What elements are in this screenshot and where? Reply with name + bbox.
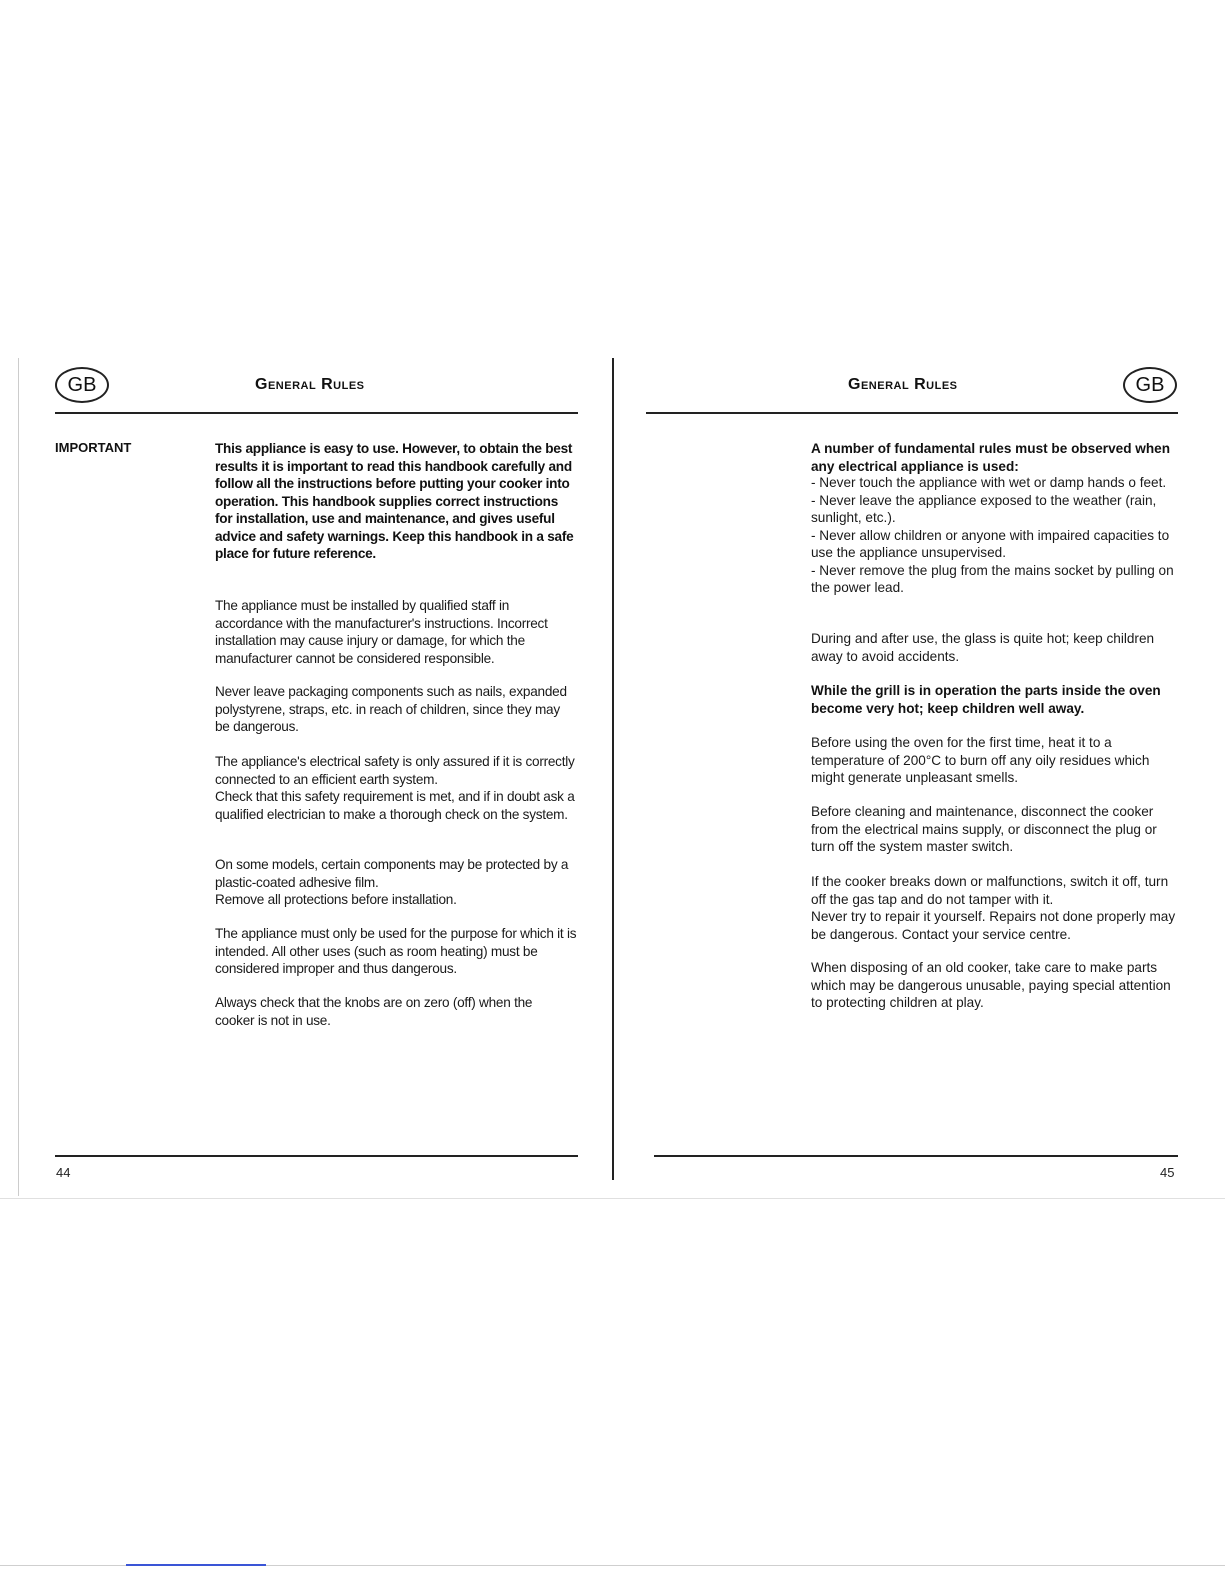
paragraph-protective-film: [215, 856, 577, 909]
paragraph-installation: The appliance must be installed by qualified staff in accordance with the manufacturer's instructions. Incorrect installation may cause injury or damage, for which the manufacturer cannot be considered responsible.: [215, 598, 548, 666]
page-number: 44: [56, 1165, 71, 1180]
paragraph-knobs: Always check that the knobs are on zero (off) when the cooker is not in use.: [215, 995, 533, 1028]
page-title: General Rules: [848, 376, 958, 393]
paragraph-packaging: Never leave packaging components such as nails, expanded polystyrene, straps, etc. in reach of children, since they may be dangerous.: [215, 684, 567, 734]
paragraph-electrical-line1: The appliance's electrical safety is only assured if it is correctly connected to an efficient earth system.: [215, 754, 575, 787]
list-item: - Never leave the appliance exposed to the weather (rain, sunlight, etc.).: [811, 492, 1157, 525]
paragraph-malfunction-line1: If the cooker breaks down or malfunctions, switch it off, turn off the gas tap and do not tamper with it.: [811, 874, 1169, 907]
intro-paragraph: This appliance is easy to use. However, to obtain the best results it is important to read this handbook carefully and follow all the instructions before putting your cooker into operation. This handbook supplies correct instructions for installation, use and maintenance, and gives useful advice and safety warnings. Keep this handbook in a safe place for future reference.: [215, 441, 574, 561]
page-number: 45: [1160, 1165, 1175, 1180]
list-item: - Never remove the plug from the mains socket by pulling on the power lead.: [811, 562, 1174, 595]
paragraph-film-line2: Remove all protections before installation.: [215, 892, 457, 907]
paragraph-electrical-line2: Check that this safety requirement is met, and if in doubt ask a qualified electrician to make a thorough check on the system.: [215, 789, 575, 822]
paragraph-intended-use: The appliance must only be used for the purpose for which it is intended. All other uses (such as room heating) must be considered improper and thus dangerous.: [215, 926, 577, 976]
paragraph-grill-warning: While the grill is in operation the parts inside the oven become very hot; keep children well away.: [811, 683, 1161, 716]
footer-rule: [55, 1155, 578, 1157]
country-badge-icon: GB: [55, 367, 109, 403]
left-page: [0, 0, 612, 1585]
rules-list: [811, 474, 1181, 597]
paragraph-disposal: When disposing of an old cooker, take care to make parts which may be dangerous unusable, paying special attention to protecting children at play.: [811, 960, 1171, 1010]
paragraph-first-use: Before using the oven for the first time, heat it to a temperature of 200°C to burn off any oily residues which might generate unpleasant smells.: [811, 735, 1150, 785]
header-rule: [55, 412, 578, 414]
list-item: - Never touch the appliance with wet or damp hands o feet.: [811, 475, 1167, 490]
list-item: - Never allow children or anyone with impaired capacities to use the appliance unsupervised.: [811, 527, 1170, 560]
paragraph-glass-hot: During and after use, the glass is quite hot; keep children away to avoid accidents.: [811, 631, 1155, 664]
paragraph-film-line1: On some models, certain components may be protected by a plastic-coated adhesive film.: [215, 857, 569, 890]
page-title: General Rules: [255, 376, 365, 393]
footer-rule: [654, 1155, 1178, 1157]
paragraph-cleaning: Before cleaning and maintenance, disconnect the cooker from the electrical mains supply, or disconnect the plug or turn off the system master switch.: [811, 804, 1157, 854]
rules-heading: A number of fundamental rules must be observed when any electrical appliance is used:: [811, 441, 1171, 474]
country-badge-icon: GB: [1123, 367, 1177, 403]
right-page: [614, 0, 1225, 1585]
paragraph-electrical: [215, 753, 577, 823]
paragraph-malfunction-line2: Never try to repair it yourself. Repairs not done properly may be dangerous. Contact your service centre.: [811, 909, 1176, 942]
paragraph-malfunction: [811, 873, 1181, 943]
header-rule: [646, 412, 1178, 414]
side-label: IMPORTANT: [55, 440, 132, 455]
